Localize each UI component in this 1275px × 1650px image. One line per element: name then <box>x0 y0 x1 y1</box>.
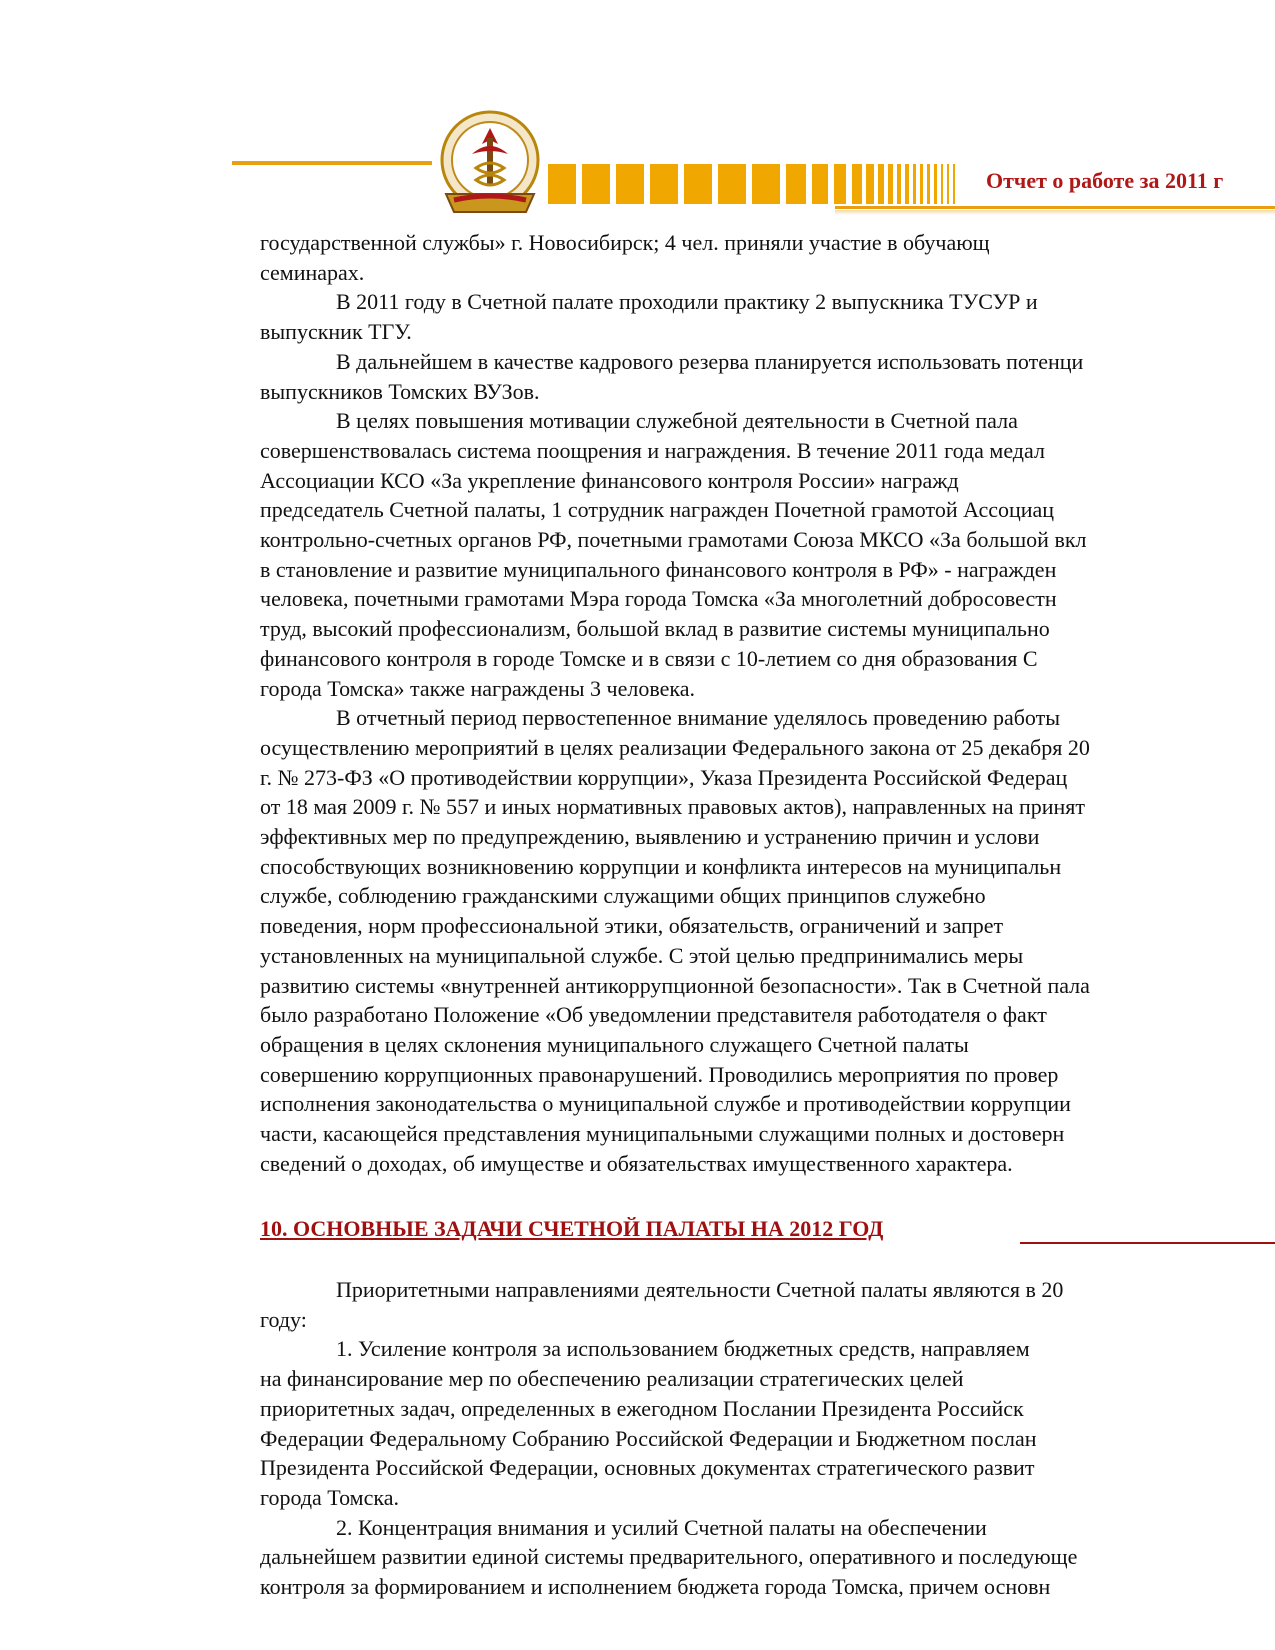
header-bar <box>897 164 901 204</box>
text-line: Приоритетными направлениями деятельности Счетной палаты являются в 20 <box>336 1277 1064 1302</box>
text-line: В дальнейшем в качестве кадрового резерва планируется использовать потенци <box>336 348 1084 374</box>
text-line: выпускников Томских ВУЗов. <box>260 378 540 404</box>
section-rule <box>1020 1242 1275 1244</box>
text-line: поведения, норм профессиональной этики, обязательств, ограничений и запрет <box>260 913 1004 939</box>
header-bar <box>718 164 746 204</box>
header-bar <box>834 164 846 204</box>
header-bar <box>786 164 806 204</box>
text-line: совершению коррупционных правонарушений. Проводились мероприятия по провер <box>260 1061 1059 1087</box>
header-rule-shadow <box>835 210 1275 215</box>
header-bar <box>920 164 923 204</box>
header-bar <box>684 164 712 204</box>
text-line: государственной службы» г. Новосибирск; 4 чел. приняли участие в обучающ <box>260 230 990 255</box>
text-line: В отчетный период первостепенное внимание уделялось проведению работы <box>336 705 1061 731</box>
header-bar <box>812 164 828 204</box>
header-bar <box>953 164 955 204</box>
text-line: году: <box>260 1306 307 1332</box>
text-line: В 2011 году в Счетной палате проходили практику 2 выпускника ТУСУР и <box>336 289 1038 315</box>
text-line: установленных на муниципальной службе. С этой целью предпринимались меры <box>260 942 1024 968</box>
text-line: Президента Российской Федерации, основных документах стратегического развит <box>260 1455 1035 1481</box>
text-line: службе, соблюдению гражданскими служащими общих принципов служебно <box>260 883 986 909</box>
header-rule-right <box>835 206 1275 209</box>
text-line: было разработано Положение «Об уведомлении представителя работодателя о факт <box>260 1002 1047 1028</box>
text-line: В целях повышения мотивации служебной деятельности в Счетной пала <box>336 408 1018 434</box>
text-line: дальнейшем развитии единой системы предварительного, оперативного и последующе <box>260 1544 1078 1570</box>
header-bar <box>913 164 916 204</box>
header-bar <box>888 164 893 204</box>
header-bar <box>616 164 644 204</box>
header-bar <box>650 164 678 204</box>
text-line: выпускник ТГУ. <box>260 319 412 345</box>
report-title: Отчет о работе за 2011 г <box>986 168 1224 193</box>
text-line: контроля за формированием и исполнением бюджета города Томска, причем основн <box>260 1574 1051 1599</box>
header-rule-left <box>232 161 432 165</box>
header-bar <box>866 164 874 204</box>
text-line: совершенствовалась система поощрения и награждения. В течение 2011 года медал <box>260 437 1045 463</box>
header-bar <box>878 164 884 204</box>
section-title: 10. ОСНОВНЫЕ ЗАДАЧИ СЧЕТНОЙ ПАЛАТЫ НА 2012 ГОД <box>260 1216 884 1241</box>
document-body <box>260 228 1275 1650</box>
header-bar <box>852 164 862 204</box>
text-line: города Томска. <box>260 1484 399 1510</box>
text-line: исполнения законодательства о муниципальной службе и противодействии коррупции <box>260 1091 1071 1117</box>
text-line: человека, почетными грамотами Мэра города Томска «За многолетний добросовестн <box>260 586 1057 612</box>
header-bar <box>905 164 909 204</box>
text-line: части, касающейся представления муниципальными служащими полных и достоверн <box>260 1121 1065 1146</box>
text-line: председатель Счетной палаты, 1 сотрудник награжден Почетной грамотой Ассоциац <box>260 497 1055 523</box>
header-bar <box>548 164 576 204</box>
text-line: приоритетных задач, определенных в ежегодном Послании Президента Российск <box>260 1395 1024 1421</box>
header-bar <box>582 164 610 204</box>
text-line: развитию системы «внутренней антикоррупционной безопасности». Так в Счетной пала <box>260 972 1090 998</box>
text-line: в становление и развитие муниципального финансового контроля в РФ» - награжден <box>260 556 1057 582</box>
text-line: 2. Концентрация внимания и усилий Счетной палаты на обеспечении <box>336 1514 987 1540</box>
text-line: сведений о доходах, об имуществе и обязательствах имущественного характера. <box>260 1150 1013 1176</box>
text-line: на финансирование мер по обеспечению реализации стратегических целей <box>260 1366 964 1392</box>
text-line: от 18 мая 2009 г. № 557 и иных нормативных правовых актов), направленных на принят <box>260 794 1086 820</box>
text-line: обращения в целях склонения муниципального служащего Счетной палаты <box>260 1031 969 1057</box>
text-line: 1. Усиление контроля за использованием бюджетных средств, направляем <box>336 1336 1030 1362</box>
text-line: финансового контроля в городе Томске и в связи с 10-летием со дня образования С <box>260 645 1038 671</box>
text-line: города Томска» также награждены 3 человека. <box>260 675 695 701</box>
header-bar <box>947 164 949 204</box>
text-line: контрольно-счетных органов РФ, почетными грамотами Союза МКСО «За большой вкл <box>260 527 1087 552</box>
text-line: Федерации Федеральному Собранию Российской Федерации и Бюджетном послан <box>260 1425 1037 1451</box>
text-line: осуществлению мероприятий в целях реализации Федерального закона от 25 декабря 20 <box>260 734 1090 760</box>
header-bar <box>934 164 937 204</box>
text-line: г. № 273-ФЗ «О противодействии коррупции», Указа Президента Российской Федерац <box>260 764 1068 790</box>
text-line: эффективных мер по предупреждению, выявлению и устранению причин и услови <box>260 824 1040 849</box>
header-bar <box>752 164 780 204</box>
header-bar <box>941 164 943 204</box>
text-line: Ассоциации КСО «За укрепление финансового контроля России» награжд <box>260 467 959 493</box>
text-line: способствующих возникновению коррупции и конфликта интересов на муниципальн <box>260 853 1062 879</box>
text-line: семинарах. <box>260 259 365 285</box>
text-line: труд, высокий профессионализм, большой вклад в развитие системы муниципально <box>260 616 1050 642</box>
chamber-emblem-icon <box>432 108 548 224</box>
header-bar <box>927 164 930 204</box>
